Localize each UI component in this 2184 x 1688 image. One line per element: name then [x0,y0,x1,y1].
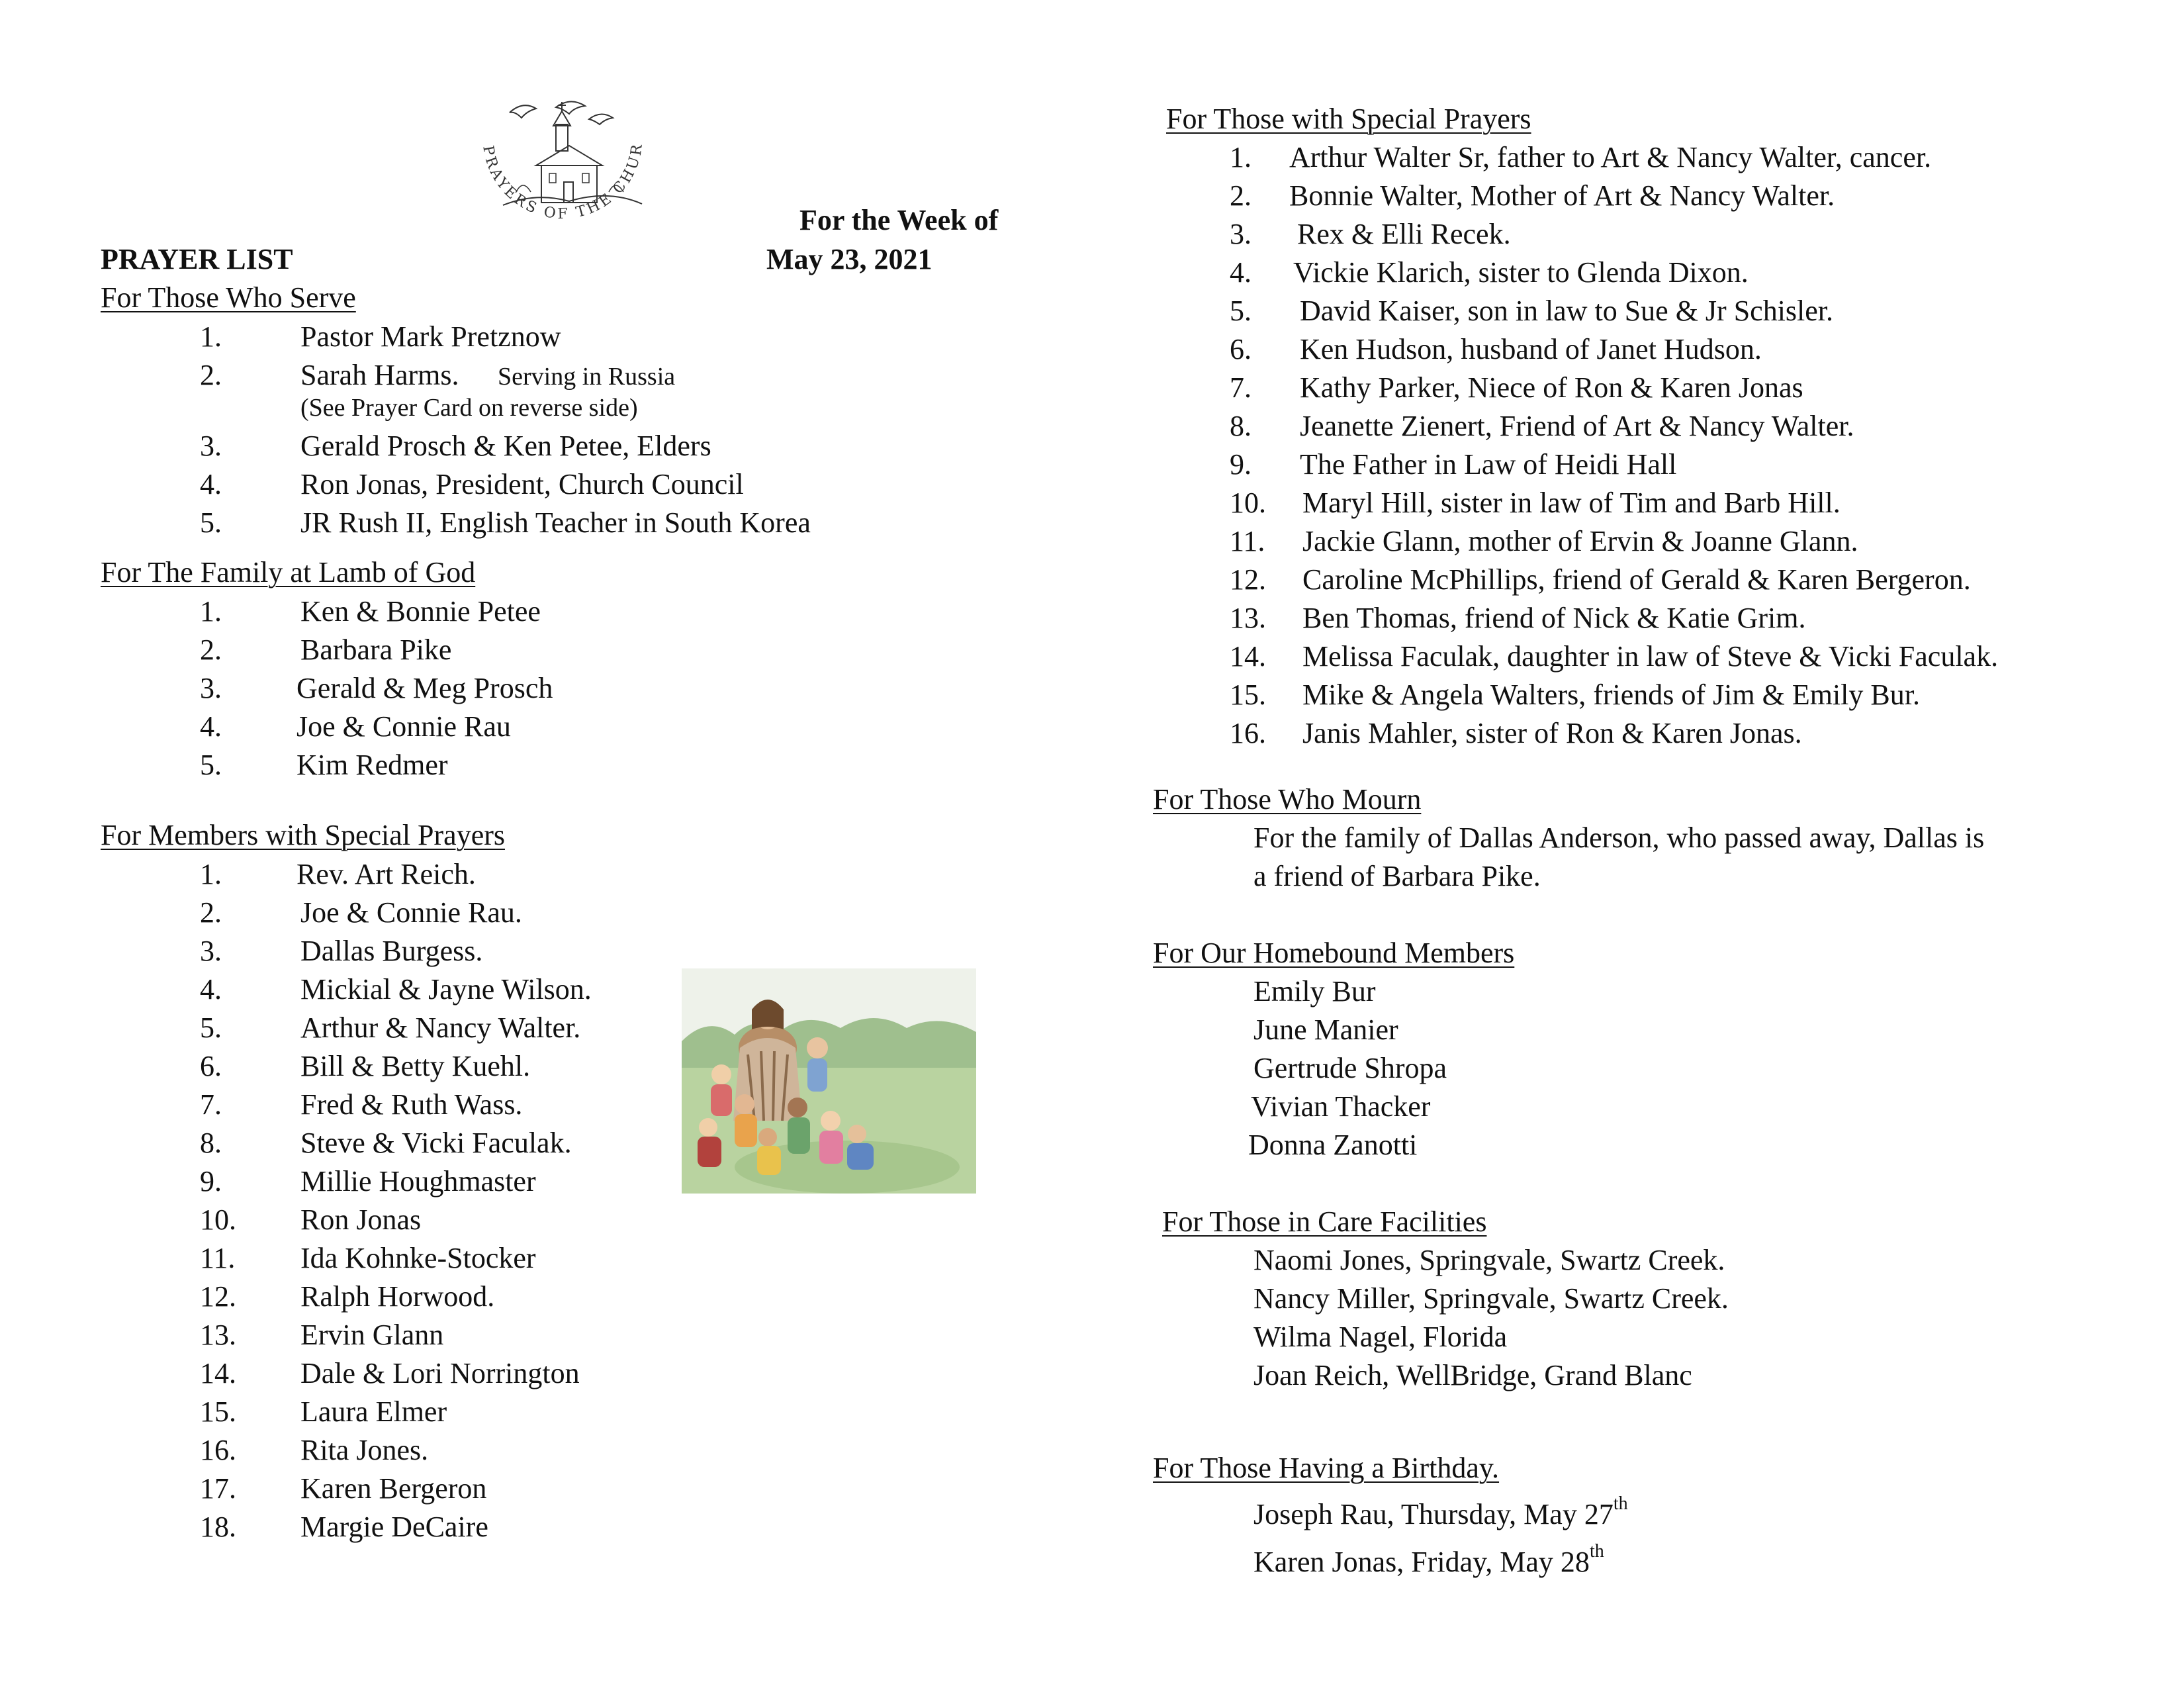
list-item: Joan Reich, WellBridge, Grand Blanc [1253,1359,1692,1391]
list-item: Gertrude Shropa [1253,1052,1447,1084]
list-item [1253,1493,1628,1530]
item-number: 4. [1230,256,1251,289]
item-text: Rex & Elli Recek. [1297,218,1511,250]
section-heading-care: For Those in Care Facilities [1162,1205,1487,1238]
item-text: Ralph Horwood. [300,1280,495,1313]
list-item: Wilma Nagel, Florida [1253,1321,1508,1353]
item-text: Kim Redmer [296,749,448,781]
week-date: May 23, 2021 [766,243,933,275]
item-text: Jackie Glann, mother of Ervin & Joanne Glann. [1302,525,1858,557]
item-number: 15. [1230,679,1266,711]
item-text: Millie Houghmaster [300,1165,536,1197]
list-item: Emily Bur [1253,975,1376,1008]
item-number: 11. [200,1242,236,1274]
item-text: Ron Jonas [300,1203,422,1236]
item-text: Jeanette Zienert, Friend of Art & Nancy Walter. [1300,410,1854,442]
item-text: Ida Kohnke-Stocker [300,1242,536,1274]
item-number: 5. [200,506,222,539]
list-item: Vivian Thacker [1251,1090,1431,1123]
item-text: Ben Thomas, friend of Nick & Katie Grim. [1302,602,1806,634]
item-number: 2. [1230,179,1251,212]
section-heading-special: For Those with Special Prayers [1166,103,1531,135]
item-text: Ron Jonas, President, Church Council [300,468,744,500]
item-number: 3. [1230,218,1251,250]
item-number: 9. [1230,448,1251,481]
item-number: 16. [200,1434,236,1466]
item-text: Rev. Art Reich. [296,858,476,890]
item-number: 2. [200,896,222,929]
item-text: Joe & Connie Rau [296,710,511,743]
birthday-text: Karen Jonas, Friday, May 28 [1253,1546,1590,1578]
item-number: 14. [200,1357,236,1389]
item-number: 16. [1230,717,1266,749]
item-number: 15. [200,1395,236,1428]
item-text: Fred & Ruth Wass. [300,1088,523,1121]
item-number: 1. [200,320,222,353]
section-heading-members: For Members with Special Prayers [101,819,505,851]
item-number: 4. [200,973,222,1006]
item-text: Margie DeCaire [300,1511,488,1543]
svg-text:PRAYERS OF THE CHURCH: PRAYERS OF THE CHUR [479,141,647,223]
item-number: 10. [200,1203,236,1236]
mourn-line-2: a friend of Barbara Pike. [1253,860,1541,892]
birthday-text: Joseph Rau, Thursday, May 27 [1253,1498,1614,1530]
item-text: Laura Elmer [300,1395,447,1428]
item-number: 18. [200,1511,236,1543]
item-number: 3. [200,935,222,967]
item-text: Barbara Pike [300,633,452,666]
church-logo [457,93,668,245]
item-number: 2. [200,359,222,391]
item-number: 1. [200,858,222,890]
item-text: Ken & Bonnie Petee [300,595,541,628]
item-number: 11. [1230,525,1265,557]
item-text: Pastor Mark Pretznow [300,320,561,353]
item-text: Bonnie Walter, Mother of Art & Nancy Walter. [1289,179,1835,212]
illustration [682,968,976,1194]
item-number: 4. [200,710,222,743]
item-text: Steve & Vicki Faculak. [300,1127,572,1159]
item-text: Mickial & Jayne Wilson. [300,973,592,1006]
week-label: For the Week of [799,204,999,236]
item-number: 17. [200,1472,236,1505]
section-heading-mourn: For Those Who Mourn [1153,783,1422,816]
item-number: 7. [1230,371,1251,404]
item-number: 2. [200,633,222,666]
item-text: Rita Jones. [300,1434,429,1466]
list-item: Donna Zanotti [1248,1129,1418,1161]
item-text: Sarah Harms. [300,359,459,391]
item-number: 10. [1230,487,1266,519]
item-number: 3. [200,672,222,704]
item-number: 3. [200,430,222,462]
church-logo-icon [457,93,668,245]
item-text: Ken Hudson, husband of Janet Hudson. [1300,333,1762,365]
item-number: 4. [200,468,222,500]
page-title: PRAYER LIST [101,243,293,275]
item-text: Janis Mahler, sister of Ron & Karen Jonas. [1302,717,1802,749]
section-heading-homebound: For Our Homebound Members [1153,937,1515,969]
item-number: 13. [200,1319,236,1351]
item-number: 8. [1230,410,1251,442]
item-text: Karen Bergeron [300,1472,487,1505]
item-text: Vickie Klarich, sister to Glenda Dixon. [1293,256,1749,289]
item-text: David Kaiser, son in law to Sue & Jr Schisler. [1300,295,1834,327]
item-text: Dale & Lori Norrington [300,1357,580,1389]
mourn-line-1: For the family of Dallas Anderson, who passed away, Dallas is [1253,821,1985,854]
section-heading-family: For The Family at Lamb of God [101,556,476,588]
item-text: JR Rush II, English Teacher in South Korea [300,506,811,539]
item-text: Gerald Prosch & Ken Petee, Elders [300,430,711,462]
item-text: Ervin Glann [300,1319,444,1351]
item-text: The Father in Law of Heidi Hall [1300,448,1677,481]
item-number: 12. [1230,563,1266,596]
item-text: Bill & Betty Kuehl. [300,1050,531,1082]
item-number: 8. [200,1127,222,1159]
section-heading-birthday: For Those Having a Birthday. [1153,1452,1500,1484]
item-number: 6. [1230,333,1251,365]
list-item [1253,1541,1604,1578]
item-number: 5. [1230,295,1251,327]
item-text: Caroline McPhillips, friend of Gerald & Karen Bergeron. [1302,563,1971,596]
item-number: 12. [200,1280,236,1313]
item-text: Melissa Faculak, daughter in law of Steve & Vicki Faculak. [1302,640,1999,673]
list-item: June Manier [1253,1013,1398,1046]
item-text: Gerald & Meg Prosch [296,672,553,704]
ordinal-suffix: th [1613,1493,1628,1514]
item-number: 5. [200,749,222,781]
item-text: Arthur & Nancy Walter. [300,1011,581,1044]
item-number: 6. [200,1050,222,1082]
item-number: 13. [1230,602,1266,634]
ordinal-suffix: th [1589,1541,1604,1562]
item-note: Serving in Russia [498,363,676,391]
item-text: Arthur Walter Sr, father to Art & Nancy Walter, cancer. [1289,141,1932,173]
item-number: 1. [1230,141,1251,173]
list-item: Nancy Miller, Springvale, Swartz Creek. [1253,1282,1729,1315]
list-item: Naomi Jones, Springvale, Swartz Creek. [1253,1244,1725,1276]
item-number: 14. [1230,640,1266,673]
item-number: 9. [200,1165,222,1197]
item-number: 5. [200,1011,222,1044]
item-text: Kathy Parker, Niece of Ron & Karen Jonas [1300,371,1803,404]
item-number: 1. [200,595,222,628]
item-text: Maryl Hill, sister in law of Tim and Barb Hill. [1302,487,1841,519]
item-text: Mike & Angela Walters, friends of Jim & Emily Bur. [1302,679,1920,711]
item-subnote: (See Prayer Card on reverse side) [300,394,638,422]
jesus-with-children-icon [682,968,976,1194]
item-text: Dallas Burgess. [300,935,483,967]
item-number: 7. [200,1088,222,1121]
section-heading-serve: For Those Who Serve [101,281,356,314]
item-text: Joe & Connie Rau. [300,896,522,929]
